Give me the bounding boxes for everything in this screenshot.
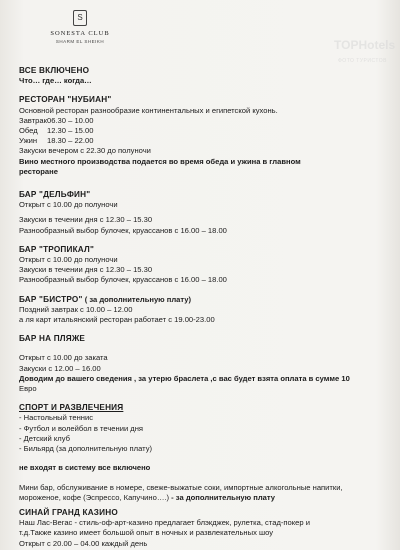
bar-tropical-pastry: Разнообразный выбор булочек, круассанов с 16.00 – 18.00 — [19, 275, 227, 285]
bar-dolphin-title: БАР "ДЕЛЬФИН" — [19, 190, 91, 200]
meal-name: Ужин — [19, 136, 38, 146]
logo-mark-icon: S — [73, 10, 87, 26]
restaurant-desc: Основной ресторан разнообразие континентальных и египетской кухонь. — [19, 105, 278, 115]
bar-dolphin-snacks: Закуски в течении дня с 12.30 – 15.30 — [19, 215, 153, 225]
hotel-logo — [50, 10, 110, 44]
bar-bistro-breakfast: Поздний завтрак с 10.00 – 12.00 — [19, 304, 133, 314]
casino-line2: т.д.Также казино имеет большой опыт в ночных и развлекательных шоу — [19, 528, 274, 538]
bar-tropical-snacks: Закуски в течении дня с 12.30 – 15.30 — [19, 265, 153, 275]
page-subtitle: Что… где… когда… — [19, 76, 92, 86]
bar-bistro-heading — [19, 295, 388, 305]
meal-row — [19, 136, 388, 146]
bracelet-warning-line2: Евро — [19, 384, 37, 394]
page-title: ВСЕ ВКЛЮЧЕНО — [19, 66, 90, 75]
sport-item: - Футбол и волейбол в течении дня — [19, 423, 144, 433]
not-included-text-line2 — [19, 493, 388, 503]
meal-name: Обед — [19, 126, 38, 136]
logo-subtitle: SHARM EL SHEIKH — [55, 39, 105, 44]
document-content — [19, 66, 388, 549]
restaurant-snacks: Закуски вечером с 22.30 до полуночи — [19, 146, 151, 156]
casino-line1: Наш Лас-Вегас - стиль-оф-арт-казино предлагает блэкджек, рулетка, стад-покер и — [19, 518, 310, 528]
bar-dolphin-pastry: Разнообразный выбор булочек, круассанов с 16.00 – 18.00 — [19, 225, 227, 235]
meal-time: 06.30 – 10.00 — [47, 115, 94, 125]
watermark-title: TOPHotels — [334, 38, 396, 52]
not-included-title: не входят в систему все включено — [19, 463, 151, 473]
meal-name: Завтрак — [19, 115, 47, 125]
casino-hours: Открыт с 20.00 – 04.00 каждый день — [19, 538, 148, 548]
watermark-subtitle: ФОТО ТУРИСТОВ — [338, 58, 387, 64]
bar-dolphin-open: Открыт с 10.00 до полуночи — [19, 200, 118, 210]
meal-row — [19, 126, 388, 136]
casino-title: СИНАЙ ГРАНД КАЗИНО — [19, 507, 118, 517]
not-included-items: мороженое, кофе (Эспрессо, Капучино….) — [19, 492, 170, 502]
sport-item: - Настольный теннис — [19, 413, 94, 423]
bar-tropical-open: Открыт с 10.00 до полуночи — [19, 255, 118, 265]
bar-beach-snacks: Закуски с 12.00 – 16.00 — [19, 363, 101, 373]
bar-bistro-note: ( за дополнительную плату) — [82, 294, 192, 304]
meal-time: 12.30 – 15.00 — [47, 126, 94, 136]
extra-charge-note: - за дополнительную плату — [169, 492, 275, 502]
restaurant-wine-line2: ресторане — [19, 166, 58, 176]
restaurant-title: РЕСТОРАН "НУБИАН" — [19, 95, 112, 105]
meal-time: 18.30 – 22.00 — [47, 136, 94, 146]
bar-beach-open: Открыт с 10.00 до заката — [19, 353, 108, 363]
logo-name: SONESTA CLUB — [50, 30, 110, 37]
bar-bistro-title: БАР "БИСТРО" — [19, 294, 83, 304]
not-included-text-line1: Мини бар, обслуживание в номере, свеже-выжатые соки, импортные алкогольные напитки, — [19, 482, 343, 492]
bar-bistro-alacarte: а ля карт итальянский ресторан работает с 19.00-23.00 — [19, 315, 215, 325]
sport-item: - Бильярд (за дополнительную плату) — [19, 444, 153, 454]
bar-beach-title: БАР НА ПЛЯЖЕ — [19, 334, 86, 344]
restaurant-wine-line1: Вино местного производства подается во время обеда и ужина в главном — [19, 156, 301, 166]
bracelet-warning-line1: Доводим до вашего сведения , за утерю браслета ,с вас будет взята оплата в сумме 10 — [19, 373, 350, 383]
sport-item: - Детский клуб — [19, 433, 70, 443]
meal-row — [19, 116, 388, 126]
bar-tropical-title: БАР "ТРОПИКАЛ" — [19, 244, 95, 254]
sport-title: СПОРТ И РАЗВЛЕЧЕНИЯ — [19, 403, 124, 413]
